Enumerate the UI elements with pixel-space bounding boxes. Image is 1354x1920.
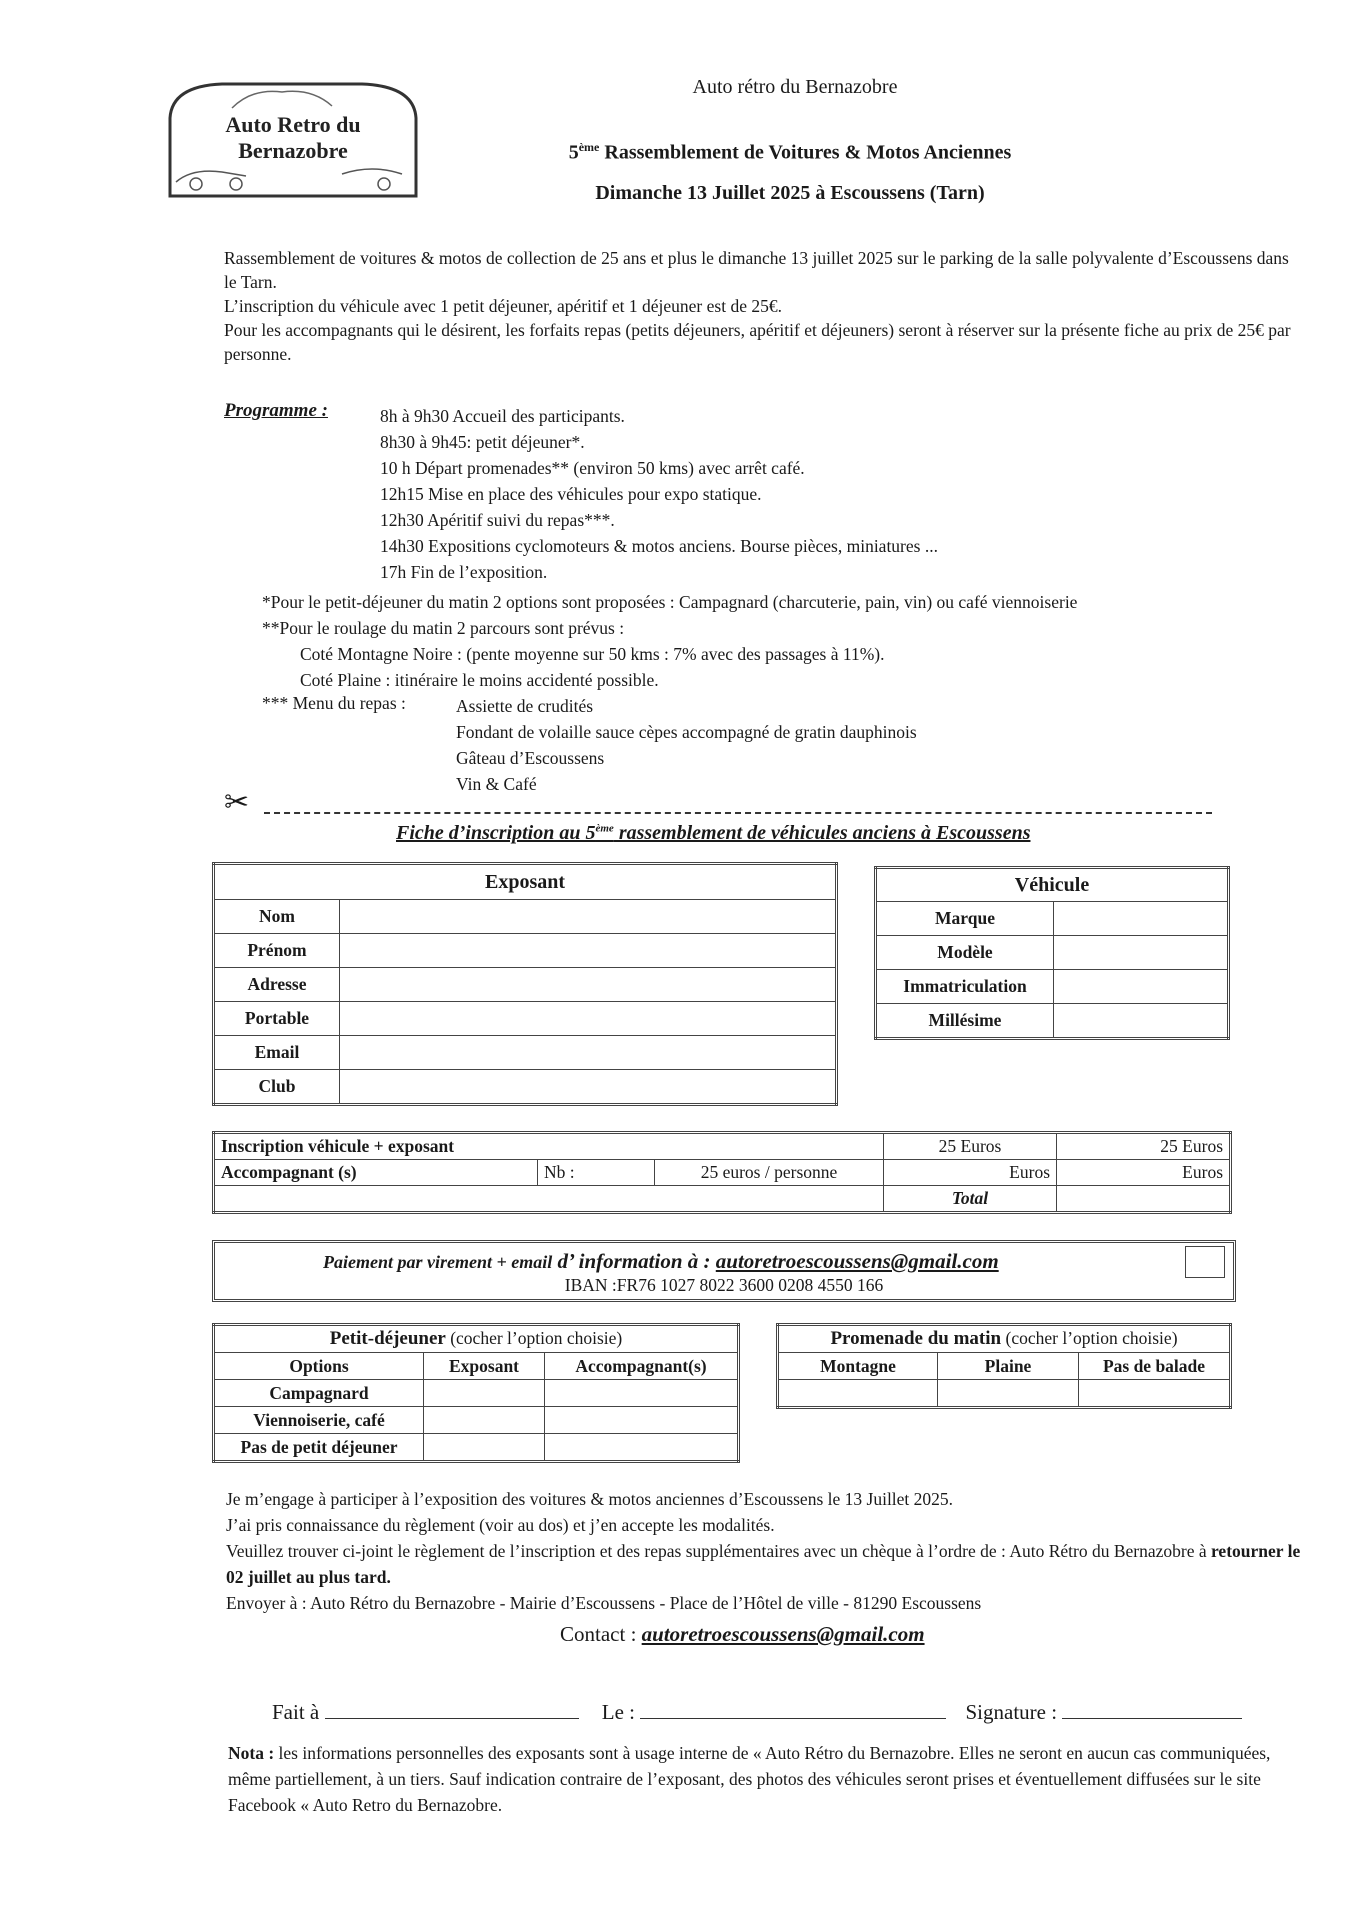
field-input-modele[interactable] <box>1054 936 1229 970</box>
fee-total-label: Total <box>884 1186 1057 1213</box>
ride-col-montagne: Montagne <box>778 1353 938 1380</box>
engagement-line: J’ai pris connaissance du règlement (voir au dos) et j’en accepte les modalités. <box>226 1515 775 1535</box>
field-input-immatriculation[interactable] <box>1054 970 1229 1004</box>
programme-item: 12h30 Apéritif suivi du repas***. <box>380 510 615 530</box>
fait-a-field[interactable] <box>325 1700 579 1719</box>
breakfast-row-campagnard: Campagnard <box>214 1380 424 1407</box>
note-breakfast: *Pour le petit-déjeuner du matin 2 options sont proposées : Campagnard (charcuterie, pain, vin) ou café viennoiserie <box>262 592 1078 612</box>
note-route-plaine: Coté Plaine : itinéraire le moins accidenté possible. <box>300 670 659 690</box>
form-title-a: Fiche d’inscription au 5 <box>396 822 596 844</box>
breakfast-check[interactable] <box>424 1380 545 1407</box>
fait-a-label: Fait à <box>272 1700 320 1724</box>
programme-item: 17h Fin de l’exposition. <box>380 562 548 582</box>
intro-paragraph: L’inscription du véhicule avec 1 petit déjeuner, apéritif et 1 déjeuner est de 25€. <box>224 296 782 316</box>
fee-price-inscription: 25 Euros <box>884 1133 1057 1160</box>
field-label-email: Email <box>214 1036 340 1070</box>
breakfast-col-options: Options <box>214 1353 424 1380</box>
menu-list <box>456 693 917 797</box>
fee-price-accompagnant[interactable]: Euros <box>884 1160 1057 1186</box>
field-input-marque[interactable] <box>1054 902 1229 936</box>
breakfast-row-viennoiserie: Viennoiserie, café <box>214 1407 424 1434</box>
programme-notes <box>262 589 1077 693</box>
breakfast-note: (cocher l’option choisie) <box>445 1328 623 1348</box>
menu-item: Vin & Café <box>456 774 537 794</box>
payment-line <box>323 1249 999 1274</box>
payment-box <box>212 1240 1236 1302</box>
ride-check[interactable] <box>938 1380 1079 1408</box>
field-label-nom: Nom <box>214 900 340 934</box>
nota-text: les informations personnelles des exposants sont à usage interne de « Auto Rétro du Bernazobre. Elles ne seront en aucun cas communiquées, même partiellement, à un tiers. Sauf indication contraire de l’exposant, des photos des véhicules seront prises et éventuellement diffusées sur le site Facebook « Auto Retro du Bernazobre. <box>228 1743 1271 1815</box>
breakfast-check[interactable] <box>424 1407 545 1434</box>
ride-table <box>776 1323 1232 1409</box>
title-number: 5 <box>568 141 579 164</box>
date-field[interactable] <box>640 1700 946 1719</box>
club-logo <box>162 78 424 202</box>
field-label-prenom: Prénom <box>214 934 340 968</box>
engagement-deadline: retourner le 02 juillet au plus tard. <box>226 1541 1301 1587</box>
event-title <box>490 140 1090 165</box>
field-label-adresse: Adresse <box>214 968 340 1002</box>
breakfast-col-exposant: Exposant <box>424 1353 545 1380</box>
form-title-b: rassemblement de véhicules anciens à Escoussens <box>613 822 1031 844</box>
engagement-l3: Veuillez trouver ci-joint le règlement de l’inscription et des repas supplémentaires avec un chèque à l’ordre de : Auto Rétro du Bernazobre à <box>226 1541 1211 1561</box>
programme-item: 14h30 Expositions cyclomoteurs & motos anciens. Bourse pièces, miniatures ... <box>380 536 938 556</box>
field-label-immatriculation: Immatriculation <box>876 970 1054 1004</box>
privacy-note <box>228 1740 1308 1818</box>
fee-spacer <box>214 1186 884 1213</box>
breakfast-title: Petit-déjeuner <box>329 1328 446 1349</box>
contact-email-link[interactable]: autoretroescoussens@gmail.com <box>641 1622 925 1646</box>
fee-grand-total[interactable] <box>1057 1186 1231 1213</box>
signature-line <box>272 1700 1242 1725</box>
fee-rate: 25 euros / personne <box>655 1160 884 1186</box>
intro-paragraph: Rassemblement de voitures & motos de collection de 25 ans et plus le dimanche 13 juillet 2025 sur le parking de la salle polyvalente d’Escoussens dans le Tarn. <box>224 248 1289 292</box>
field-input-club[interactable] <box>340 1070 837 1105</box>
intro-text <box>224 246 1304 366</box>
signature-label: Signature : <box>965 1700 1058 1724</box>
ride-note: (cocher l’option choisie) <box>1001 1328 1178 1348</box>
fee-label-inscription: Inscription véhicule + exposant <box>214 1133 884 1160</box>
signature-field[interactable] <box>1062 1700 1242 1719</box>
programme-label: Programme : <box>224 400 328 421</box>
engagement-line: Envoyer à : Auto Rétro du Bernazobre - Mairie d’Escoussens - Place de l’Hôtel de ville - 81290 Escoussens <box>226 1593 982 1613</box>
payment-text2: d’ information à : <box>552 1249 716 1273</box>
vehicule-header: Véhicule <box>876 868 1229 902</box>
fee-nb-input[interactable]: Nb : <box>538 1160 655 1186</box>
field-label-portable: Portable <box>214 1002 340 1036</box>
menu-item: Fondant de volaille sauce cèpes accompagné de gratin dauphinois <box>456 722 917 742</box>
exposant-table <box>212 862 838 1106</box>
menu-item: Assiette de crudités <box>456 696 594 716</box>
intro-paragraph: Pour les accompagnants qui le désirent, les forfaits repas (petits déjeuners, apéritif et déjeuners) seront à réserver sur la présente fiche au prix de 25€ par personne. <box>224 320 1291 364</box>
field-label-club: Club <box>214 1070 340 1105</box>
nota-label: Nota : <box>228 1743 275 1763</box>
organizer-name: Auto rétro du Bernazobre <box>692 76 898 98</box>
menu-label: *** Menu du repas : <box>262 693 406 713</box>
menu-item: Gâteau d’Escoussens <box>456 748 605 768</box>
breakfast-check[interactable] <box>545 1407 739 1434</box>
fees-table <box>212 1131 1232 1214</box>
engagement-text <box>226 1486 1306 1616</box>
programme-item: 10 h Départ promenades** (environ 50 kms) avec arrêt café. <box>380 458 805 478</box>
ride-header <box>778 1325 1231 1353</box>
logo-line1: Auto Retro du <box>225 112 361 137</box>
breakfast-row-none: Pas de petit déjeuner <box>214 1434 424 1462</box>
field-input-nom[interactable] <box>340 900 837 934</box>
programme-item: 8h à 9h30 Accueil des participants. <box>380 406 625 426</box>
form-title <box>396 822 1156 845</box>
payment-checkbox[interactable] <box>1185 1246 1225 1278</box>
note-route-montagne: Coté Montagne Noire : (pente moyenne sur 50 kms : 7% avec des passages à 11%). <box>300 644 885 664</box>
breakfast-check[interactable] <box>424 1434 545 1462</box>
breakfast-col-accompagnant: Accompagnant(s) <box>545 1353 739 1380</box>
fee-label-accompagnant: Accompagnant (s) <box>214 1160 538 1186</box>
programme-list <box>380 403 938 585</box>
ride-check[interactable] <box>1079 1380 1231 1408</box>
field-label-millesime: Millésime <box>876 1004 1054 1039</box>
ride-check[interactable] <box>778 1380 938 1408</box>
ride-col-plaine: Plaine <box>938 1353 1079 1380</box>
field-label-marque: Marque <box>876 902 1054 936</box>
event-date: Dimanche 13 Juillet 2025 à Escoussens (Tarn) <box>595 182 985 204</box>
note-routes: **Pour le roulage du matin 2 parcours sont prévus : <box>262 618 625 638</box>
payment-email-link[interactable]: autoretroescoussens@gmail.com <box>715 1249 999 1273</box>
exposant-header: Exposant <box>214 864 837 900</box>
cut-line <box>264 812 1212 814</box>
ride-col-none: Pas de balade <box>1079 1353 1231 1380</box>
iban: IBAN :FR76 1027 8022 3600 0208 4550 166 <box>564 1275 884 1295</box>
title-rest: Rassemblement de Voitures & Motos Anciennes <box>599 141 1012 164</box>
breakfast-header <box>214 1325 739 1353</box>
form-title-sup: ème <box>595 822 614 835</box>
title-sup: ème <box>578 140 600 154</box>
ride-title: Promenade du matin <box>830 1328 1002 1349</box>
engagement-line: Je m’engage à participer à l’exposition des voitures & motos anciennes d’Escoussens le 13 Juillet 2025. <box>226 1489 954 1509</box>
field-input-email[interactable] <box>340 1036 837 1070</box>
field-input-adresse[interactable] <box>340 968 837 1002</box>
date-label: Le : <box>601 1700 635 1724</box>
vehicule-table <box>874 866 1230 1040</box>
programme-item: 12h15 Mise en place des véhicules pour expo statique. <box>380 484 762 504</box>
breakfast-table <box>212 1323 740 1463</box>
field-input-portable[interactable] <box>340 1002 837 1036</box>
scissors-icon: ✂ <box>224 786 250 819</box>
field-input-prenom[interactable] <box>340 934 837 968</box>
field-input-millesime[interactable] <box>1054 1004 1229 1039</box>
engagement-line <box>226 1538 1306 1590</box>
breakfast-check[interactable] <box>545 1434 739 1462</box>
programme-item: 8h30 à 9h45: petit déjeuner*. <box>380 432 585 452</box>
breakfast-check[interactable] <box>545 1380 739 1407</box>
field-label-modele: Modèle <box>876 936 1054 970</box>
fee-total-inscription: 25 Euros <box>1057 1133 1231 1160</box>
contact-label: Contact : <box>560 1622 642 1646</box>
contact-line <box>560 1622 925 1647</box>
payment-text: Paiement par virement + email <box>323 1252 553 1272</box>
logo-line2: Bernazobre <box>238 138 348 163</box>
fee-total-accompagnant[interactable]: Euros <box>1057 1160 1231 1186</box>
